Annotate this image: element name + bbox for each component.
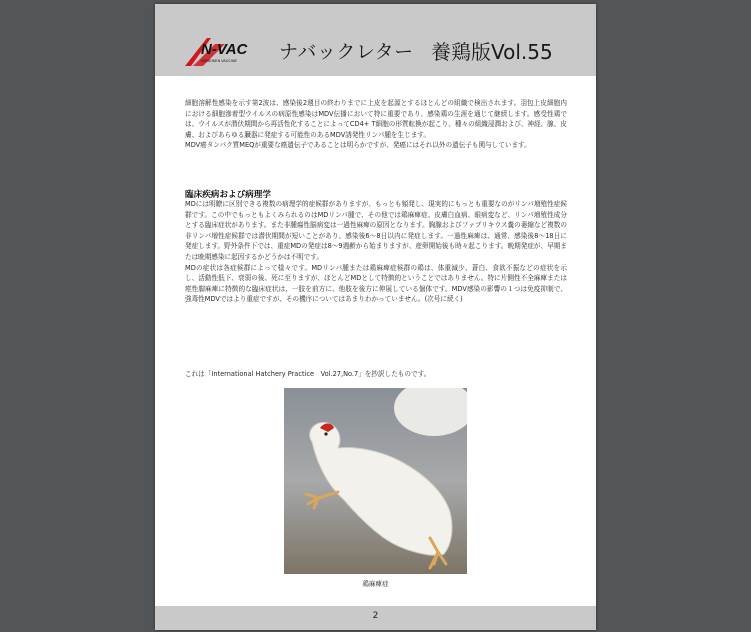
newsletter-title: ナバックレター [279, 41, 414, 63]
paragraph: 細胞溶解性感染を示す第2波は、感染後2週目の終わりまでに上皮を起源とするほとんどの組織で検出されます。羽包上皮細胞内における細胞滲着型ウイルスの病原性感染はMDV伝播において特に重要であり、感染鶏の生涯を通じて継続します。感受性鶏では、ウイルスが潜伏期間から再活性化することによってCD4+ T細胞の形質転換が起こり、種々の組織浸潤および、神経、腺、皮膚、およびあらゆる臓器に発症する可能性のあるMDV誘発性リンパ腫を生じます。 [185, 99, 567, 139]
document-page [155, 4, 596, 630]
volume-label: 養鶏版Vol.55 [431, 40, 553, 64]
logo-subtext: NISSEIKEN VACCINE [201, 59, 237, 63]
chicken-photo [284, 388, 467, 574]
source-credit: これは「International Hatchery Practice Vol.27,No.7」を抄訳したものです。 [185, 370, 431, 378]
intro-text [185, 98, 567, 151]
logo-wordmark: N-VAC [201, 41, 248, 58]
paragraph: MDには明瞭に区別できる複数の病理学的症候群がありますが、もっとも頻発し、現実的にもっとも重要なのがリンパ増殖性症候群です。この中でもっともよくみられるのはMDリンパ腫で、その他では鶏麻痺症、皮膚白血病、眼病変など、リンパ増殖性成分とする臨床症状があります。また非腫瘍性脳病変は一過性麻痺の原因となります。胸腺およびファブリキウス嚢の萎縮など複数の非リンパ増性症候群では潜伏期間が短いことがあり、感染後6～8日以内に発症します。一過性麻痺は、通常、感染後8～18日に発症します。野外条件下では、重症MDの発症は8～9週齢から始まりますが、産卵開始後も時々起こります。晩期発症が、早期または晩期感染に起因するかどうかは不明です。 [185, 200, 567, 261]
photo-caption: 鶏麻痺症 [362, 580, 389, 588]
page-number: 2 [372, 611, 379, 621]
chicken-eye [324, 432, 327, 435]
paragraph: MDV癌タンパク質MEQが重要な癌遺伝子であることは明らかですが、発癌にはそれ以外の遺伝子も関与しています。 [185, 141, 531, 150]
paragraph: MDの症状は各症候群によって様々です。MDリンパ腫または鶏麻痺症候群の鶏は、体重減少、蒼白、食欲不振などの症状を示し、活動性低下、衰弱の後、死に至りますが、ほとんどMDとして特徴的ということではありません。特に片側性不全麻痺または痙性脚麻痺に特徴的な臨床症状は、一肢を前方に、他肢を後方に伸展している個体です。MDV感染の影響の１つは免疫抑制で、強毒性MDVではより重症ですが、その機序についてはあまりわかっていません。(次号に続く) [185, 263, 567, 304]
section-heading: 臨床疾病および病理学 [185, 190, 271, 200]
nvac-logo [185, 36, 265, 70]
section-text [185, 199, 567, 305]
